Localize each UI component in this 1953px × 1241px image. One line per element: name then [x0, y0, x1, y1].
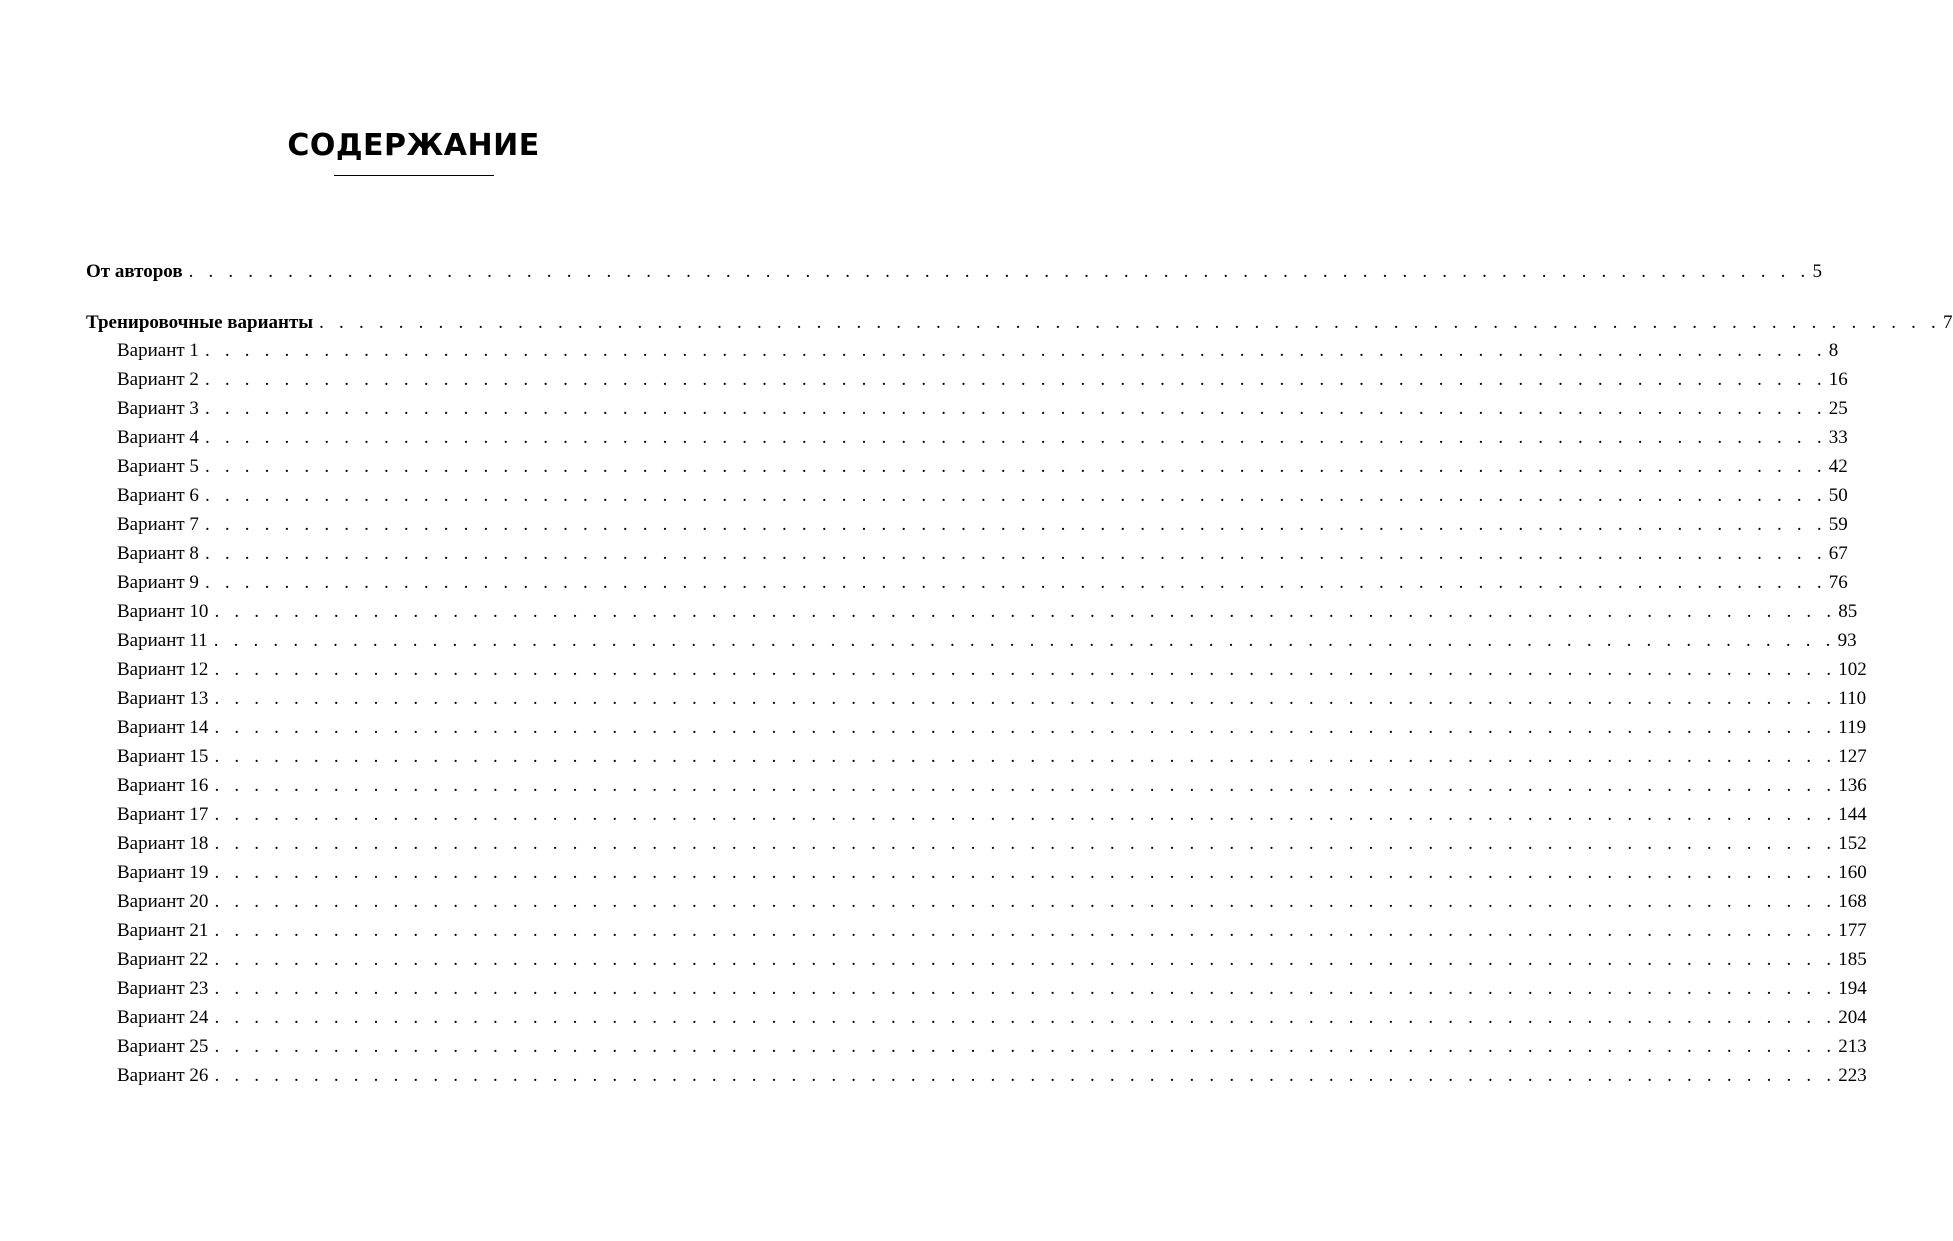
toc-variant-entry[interactable] — [0, 597, 1858, 626]
toc-variant-entry[interactable] — [0, 887, 1867, 916]
dot-leader: . . . . . . . . . . . . . . . . . . . . . . . . . . . . . . . . . . . . . . . . . . . . . . . . . . . . . . . . . . . . . . . . . . . . . . . . . . . . . . . . . . — [214, 891, 1837, 912]
dot-leader: . . . . . . . . . . . . . . . . . . . . . . . . . . . . . . . . . . . . . . . . . . . . . . . . . . . . . . . . . . . . . . . . . . . . . . . . . . . . . . . . . . — [214, 746, 1837, 767]
dot-leader: . . . . . . . . . . . . . . . . . . . . . . . . . . . . . . . . . . . . . . . . . . . . . . . . . . . . . . . . . . . . . . . . . . . . . . . . . . . . . . . . . . — [204, 543, 1827, 564]
toc-variant-entry[interactable] — [0, 1032, 1867, 1061]
dot-leader: . . . . . . . . . . . . . . . . . . . . . . . . . . . . . . . . . . . . . . . . . . . . . . . . . . . . . . . . . . . . . . . . . . . . . . . . . . . . . . . . . . — [204, 485, 1827, 506]
dot-leader: . . . . . . . . . . . . . . . . . . . . . . . . . . . . . . . . . . . . . . . . . . . . . . . . . . . . . . . . . . . . . . . . . . . . . . . . . . . . . . . . . . — [204, 398, 1827, 419]
toc-page-number: 213 — [1838, 1036, 1867, 1057]
toc-page-number: 160 — [1838, 862, 1867, 883]
toc-page-number: 8 — [1828, 340, 1839, 361]
toc-page-number: 204 — [1838, 1007, 1867, 1028]
dot-leader: . . . . . . . . . . . . . . . . . . . . . . . . . . . . . . . . . . . . . . . . . . . . . . . . . . . . . . . . . . . . . . . . . . . . . . . . . . . . . . . . . . — [319, 312, 1942, 333]
dot-leader: . . . . . . . . . . . . . . . . . . . . . . . . . . . . . . . . . . . . . . . . . . . . . . . . . . . . . . . . . . . . . . . . . . . . . . . . . . . . . . . . . . — [214, 833, 1837, 854]
toc-entry-label: Вариант 15 — [117, 746, 209, 767]
toc-entry-label: Вариант 14 — [117, 717, 209, 738]
toc-entry-label: Вариант 5 — [117, 456, 199, 477]
toc-entry-label: Вариант 20 — [117, 891, 209, 912]
toc-entry-label: Вариант 6 — [117, 485, 199, 506]
toc-entry-label: Вариант 21 — [117, 920, 209, 941]
toc-page-number: 42 — [1828, 456, 1848, 477]
toc-variant-entry[interactable] — [0, 684, 1867, 713]
toc-variant-entry[interactable] — [0, 336, 1839, 365]
dot-leader: . . . . . . . . . . . . . . . . . . . . . . . . . . . . . . . . . . . . . . . . . . . . . . . . . . . . . . . . . . . . . . . . . . . . . . . . . . . . . . . . . . — [214, 804, 1837, 825]
toc-page-number: 85 — [1838, 601, 1858, 622]
toc-page-number: 5 — [1812, 261, 1822, 282]
toc-page-number: 152 — [1838, 833, 1867, 854]
dot-leader: . . . . . . . . . . . . . . . . . . . . . . . . . . . . . . . . . . . . . . . . . . . . . . . . . . . . . . . . . . . . . . . . . . . . . . . . . . . . . . . . . . — [214, 659, 1837, 680]
page-title: СОДЕРЖАНИЕ — [287, 128, 540, 163]
dot-leader: . . . . . . . . . . . . . . . . . . . . . . . . . . . . . . . . . . . . . . . . . . . . . . . . . . . . . . . . . . . . . . . . . . . . . . . . . . . . . . . . . . — [214, 601, 1837, 622]
toc-entry-label: Вариант 7 — [117, 514, 199, 535]
toc-entry-label: Вариант 8 — [117, 543, 199, 564]
toc-entry-label: Вариант 13 — [117, 688, 209, 709]
toc-page-number: 119 — [1838, 717, 1867, 738]
toc-page-number: 136 — [1838, 775, 1867, 796]
toc-entry-label: От авторов — [86, 261, 183, 282]
toc-variant-entry[interactable] — [0, 713, 1867, 742]
toc-page-number: 33 — [1828, 427, 1848, 448]
dot-leader: . . . . . . . . . . . . . . . . . . . . . . . . . . . . . . . . . . . . . . . . . . . . . . . . . . . . . . . . . . . . . . . . . . . . . . . . . . . . . . . . . . — [214, 920, 1837, 941]
toc-page-number: 102 — [1838, 659, 1867, 680]
toc-entry-label: Вариант 2 — [117, 369, 199, 390]
toc-entry-label: Вариант 16 — [117, 775, 209, 796]
toc-page-number: 185 — [1838, 949, 1867, 970]
dot-leader: . . . . . . . . . . . . . . . . . . . . . . . . . . . . . . . . . . . . . . . . . . . . . . . . . . . . . . . . . . . . . . . . . . . . . . . . . . . . . . . . . . — [214, 1065, 1837, 1086]
toc-variant-entry[interactable] — [0, 916, 1867, 945]
toc-section-entry[interactable] — [0, 308, 1953, 337]
toc-page-number: 127 — [1838, 746, 1867, 767]
dot-leader: . . . . . . . . . . . . . . . . . . . . . . . . . . . . . . . . . . . . . . . . . . . . . . . . . . . . . . . . . . . . . . . . . . . . . . . . . . . . . . . . . . — [214, 1036, 1837, 1057]
toc-variant-entry[interactable] — [0, 568, 1848, 597]
toc-page-number: 110 — [1838, 688, 1867, 709]
toc-entry-label: Вариант 1 — [117, 340, 199, 361]
toc-page-number: 76 — [1828, 572, 1848, 593]
toc-variant-entry[interactable] — [0, 423, 1848, 452]
toc-variant-entry[interactable] — [0, 1003, 1867, 1032]
toc-entry-label: Вариант 26 — [117, 1065, 209, 1086]
toc-variant-entry[interactable] — [0, 626, 1857, 655]
toc-entry-label: Вариант 17 — [117, 804, 209, 825]
dot-leader: . . . . . . . . . . . . . . . . . . . . . . . . . . . . . . . . . . . . . . . . . . . . . . . . . . . . . . . . . . . . . . . . . . . . . . . . . . . . . . . . . . — [214, 688, 1837, 709]
toc-variant-entry[interactable] — [0, 858, 1867, 887]
toc-entry-label: Вариант 3 — [117, 398, 199, 419]
toc-variant-entry[interactable] — [0, 539, 1848, 568]
toc-entry-label: Вариант 11 — [117, 630, 208, 651]
toc-page-number: 25 — [1828, 398, 1848, 419]
toc-page-number: 50 — [1828, 485, 1848, 506]
toc-section-entry[interactable] — [0, 257, 1822, 286]
toc-page-number: 93 — [1837, 630, 1857, 651]
toc-variant-entry[interactable] — [0, 655, 1867, 684]
toc-page-number: 223 — [1838, 1065, 1867, 1086]
toc-variant-entry[interactable] — [0, 1061, 1867, 1090]
toc-entry-label: Вариант 9 — [117, 572, 199, 593]
toc-variant-entry[interactable] — [0, 394, 1848, 423]
dot-leader: . . . . . . . . . . . . . . . . . . . . . . . . . . . . . . . . . . . . . . . . . . . . . . . . . . . . . . . . . . . . . . . . . . . . . . . . . . . . . . . . . . — [214, 1007, 1837, 1028]
toc-variant-entry[interactable] — [0, 945, 1867, 974]
toc-entry-label: Вариант 24 — [117, 1007, 209, 1028]
dot-leader: . . . . . . . . . . . . . . . . . . . . . . . . . . . . . . . . . . . . . . . . . . . . . . . . . . . . . . . . . . . . . . . . . . . . . . . . . . . . . . . . . . — [214, 717, 1837, 738]
toc-entry-label: Вариант 22 — [117, 949, 209, 970]
toc-entry-label: Вариант 25 — [117, 1036, 209, 1057]
toc-entry-label: Вариант 18 — [117, 833, 209, 854]
dot-leader: . . . . . . . . . . . . . . . . . . . . . . . . . . . . . . . . . . . . . . . . . . . . . . . . . . . . . . . . . . . . . . . . . . . . . . . . . . . . . . . . . . — [204, 427, 1827, 448]
toc-page-number: 16 — [1828, 369, 1848, 390]
toc-variant-entry[interactable] — [0, 974, 1867, 1003]
toc-entry-label: Вариант 23 — [117, 978, 209, 999]
toc-variant-entry[interactable] — [0, 365, 1848, 394]
dot-leader: . . . . . . . . . . . . . . . . . . . . . . . . . . . . . . . . . . . . . . . . . . . . . . . . . . . . . . . . . . . . . . . . . . . . . . . . . . . . . . . . . . — [204, 340, 1827, 361]
toc-variant-entry[interactable] — [0, 800, 1867, 829]
dot-leader: . . . . . . . . . . . . . . . . . . . . . . . . . . . . . . . . . . . . . . . . . . . . . . . . . . . . . . . . . . . . . . . . . . . . . . . . . . . . . . . . . . — [204, 572, 1827, 593]
toc-variant-entry[interactable] — [0, 742, 1867, 771]
toc-entry-label: Тренировочные варианты — [86, 312, 314, 333]
dot-leader: . . . . . . . . . . . . . . . . . . . . . . . . . . . . . . . . . . . . . . . . . . . . . . . . . . . . . . . . . . . . . . . . . . . . . . . . . . . . . . . . . . — [204, 514, 1827, 535]
toc-variant-entry[interactable] — [0, 510, 1848, 539]
dot-leader: . . . . . . . . . . . . . . . . . . . . . . . . . . . . . . . . . . . . . . . . . . . . . . . . . . . . . . . . . . . . . . . . . . . . . . . . . . . . . . . . . . — [214, 949, 1837, 970]
toc-variant-entry[interactable] — [0, 829, 1867, 858]
toc-entry-label: Вариант 4 — [117, 427, 199, 448]
toc-entry-label: Вариант 19 — [117, 862, 209, 883]
dot-leader: . . . . . . . . . . . . . . . . . . . . . . . . . . . . . . . . . . . . . . . . . . . . . . . . . . . . . . . . . . . . . . . . . . . . . . . . . . . . . . . . . . — [204, 456, 1827, 477]
toc-variant-entry[interactable] — [0, 452, 1848, 481]
toc-variant-entry[interactable] — [0, 481, 1848, 510]
toc-variant-entry[interactable] — [0, 771, 1867, 800]
dot-leader: . . . . . . . . . . . . . . . . . . . . . . . . . . . . . . . . . . . . . . . . . . . . . . . . . . . . . . . . . . . . . . . . . . . . . . . . . . . . . . . . . . — [214, 978, 1837, 999]
dot-leader: . . . . . . . . . . . . . . . . . . . . . . . . . . . . . . . . . . . . . . . . . . . . . . . . . . . . . . . . . . . . . . . . . . . . . . . . . . . . . . . . . . — [188, 261, 1811, 282]
title-underline — [334, 175, 494, 176]
toc-page-number: 168 — [1838, 891, 1867, 912]
toc-page-number: 59 — [1828, 514, 1848, 535]
dot-leader: . . . . . . . . . . . . . . . . . . . . . . . . . . . . . . . . . . . . . . . . . . . . . . . . . . . . . . . . . . . . . . . . . . . . . . . . . . . . . . . . . . — [214, 775, 1837, 796]
toc-entry-label: Вариант 12 — [117, 659, 209, 680]
dot-leader: . . . . . . . . . . . . . . . . . . . . . . . . . . . . . . . . . . . . . . . . . . . . . . . . . . . . . . . . . . . . . . . . . . . . . . . . . . . . . . . . . . — [214, 862, 1837, 883]
toc-entry-label: Вариант 10 — [117, 601, 209, 622]
dot-leader: . . . . . . . . . . . . . . . . . . . . . . . . . . . . . . . . . . . . . . . . . . . . . . . . . . . . . . . . . . . . . . . . . . . . . . . . . . . . . . . . . . — [213, 630, 1836, 651]
toc-page-number: 7 — [1943, 312, 1953, 333]
toc-page-number: 144 — [1838, 804, 1867, 825]
toc-page-number: 177 — [1838, 920, 1867, 941]
toc-page-number: 67 — [1828, 543, 1848, 564]
dot-leader: . . . . . . . . . . . . . . . . . . . . . . . . . . . . . . . . . . . . . . . . . . . . . . . . . . . . . . . . . . . . . . . . . . . . . . . . . . . . . . . . . . — [204, 369, 1827, 390]
toc-page-number: 194 — [1838, 978, 1867, 999]
